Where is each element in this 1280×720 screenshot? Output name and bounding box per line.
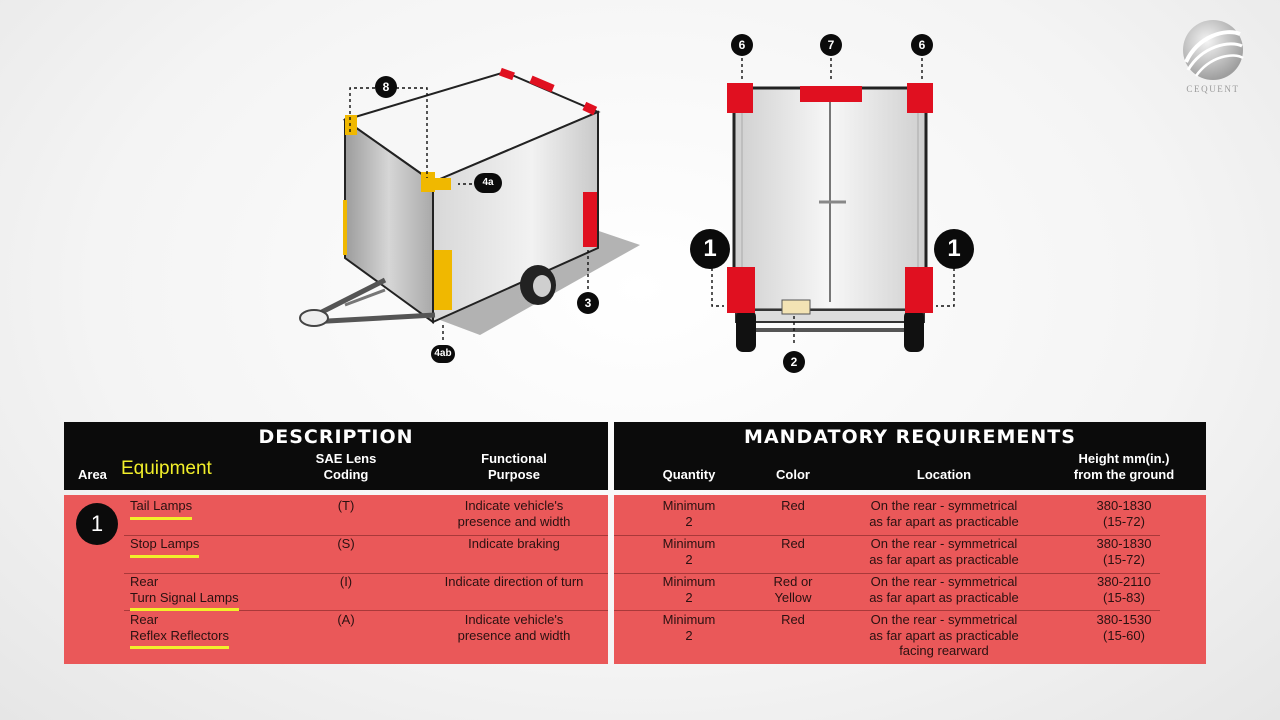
table-row-height: 380-1830 (15-72) — [1096, 536, 1152, 567]
table-row-equipment: Tail Lamps — [130, 498, 192, 520]
table-row-quantity: Minimum 2 — [662, 574, 716, 605]
license-plate-lamp — [782, 300, 810, 314]
front-side-reflector — [343, 200, 347, 255]
header-area: Area — [78, 467, 107, 482]
trailer-wheel — [520, 265, 556, 305]
table-row-location: On the rear - symmetrical as far apart as practicable — [869, 574, 1019, 605]
mandatory-body — [614, 495, 1206, 664]
table-row-location: On the rear - symmetrical as far apart as practicable — [869, 536, 1019, 567]
header-equipment: Equipment — [121, 458, 212, 479]
rear-side-marker — [583, 192, 597, 247]
clearance-lamp-front-upper — [345, 115, 357, 135]
table-row-purpose: Indicate vehicle's presence and width — [457, 612, 571, 643]
callout-8: 8 — [375, 76, 397, 98]
tail-lamp-right — [905, 267, 933, 313]
tail-lamp-left — [727, 267, 755, 313]
header-sae: SAE Lens Coding — [315, 451, 377, 482]
rear-bumper — [736, 310, 924, 322]
table-row-purpose: Indicate vehicle's presence and width — [457, 498, 571, 529]
identification-lamps — [800, 86, 862, 102]
table-row-quantity: Minimum 2 — [662, 498, 716, 529]
table-row-sae: (T) — [337, 498, 355, 513]
table-row-height: 380-1530 (15-60) — [1096, 612, 1152, 643]
table-row-height: 380-1830 (15-72) — [1096, 498, 1152, 529]
table-row-location: On the rear - symmetrical as far apart as practicable — [869, 498, 1019, 529]
table-row-purpose: Indicate direction of turn — [444, 574, 584, 589]
table-row-color: Red — [781, 612, 805, 627]
callout-2: 2 — [783, 351, 805, 373]
trailer-rear-view — [690, 40, 990, 370]
description-header — [64, 422, 608, 490]
mandatory-title: MANDATORY REQUIREMENTS — [744, 426, 1076, 448]
cequent-globe-icon — [1168, 18, 1258, 84]
trailer-side-view — [290, 60, 650, 370]
clearance-lamp-front-corner — [421, 172, 435, 192]
table-row-sae: (A) — [337, 612, 355, 627]
table-row-purpose: Indicate braking — [468, 536, 560, 551]
table-row-sae: (S) — [337, 536, 355, 551]
table-row-quantity: Minimum 2 — [662, 612, 716, 643]
side-marker-lamp — [434, 250, 452, 310]
description-body — [64, 495, 608, 664]
callout-1-left: 1 — [690, 229, 730, 269]
clearance-lamp-right — [907, 83, 933, 113]
header-purpose: Functional Purpose — [481, 451, 547, 482]
callout-6-right: 6 — [911, 34, 933, 56]
table-row-equipment: Rear Turn Signal Lamps — [130, 574, 239, 611]
right-wheel — [904, 310, 924, 352]
table-row-color: Red — [781, 536, 805, 551]
table-row-quantity: Minimum 2 — [662, 536, 716, 567]
callout-1-right: 1 — [934, 229, 974, 269]
table-row-color: Red or Yellow — [773, 574, 813, 605]
left-wheel — [736, 310, 756, 352]
table-row-color: Red — [781, 498, 805, 513]
description-title: DESCRIPTION — [258, 426, 414, 448]
table-row-equipment: Stop Lamps — [130, 536, 199, 558]
table-row-location: On the rear - symmetrical as far apart as practicable facing rearward — [869, 612, 1019, 658]
header-location: Location — [916, 467, 972, 482]
callout-6-left: 6 — [731, 34, 753, 56]
table-row-equipment: Rear Reflex Reflectors — [130, 612, 229, 649]
callout-7: 7 — [820, 34, 842, 56]
callout-4a: 4a — [474, 173, 502, 193]
header-quantity: Quantity — [662, 467, 716, 482]
side-marker-upper — [435, 178, 451, 190]
table-row-height: 380-2110 (15-83) — [1097, 574, 1151, 605]
header-height: Height mm(in.) from the ground — [1073, 451, 1175, 482]
table-row-sae: (I) — [339, 574, 353, 589]
cequent-logo — [1168, 18, 1258, 98]
logo-text: CEQUENT — [1186, 84, 1240, 94]
mandatory-header — [614, 422, 1206, 490]
area-badge: 1 — [76, 503, 118, 545]
header-color: Color — [776, 467, 810, 482]
clearance-lamp-left — [727, 83, 753, 113]
callout-4ab: 4ab — [431, 345, 455, 363]
callout-3: 3 — [577, 292, 599, 314]
